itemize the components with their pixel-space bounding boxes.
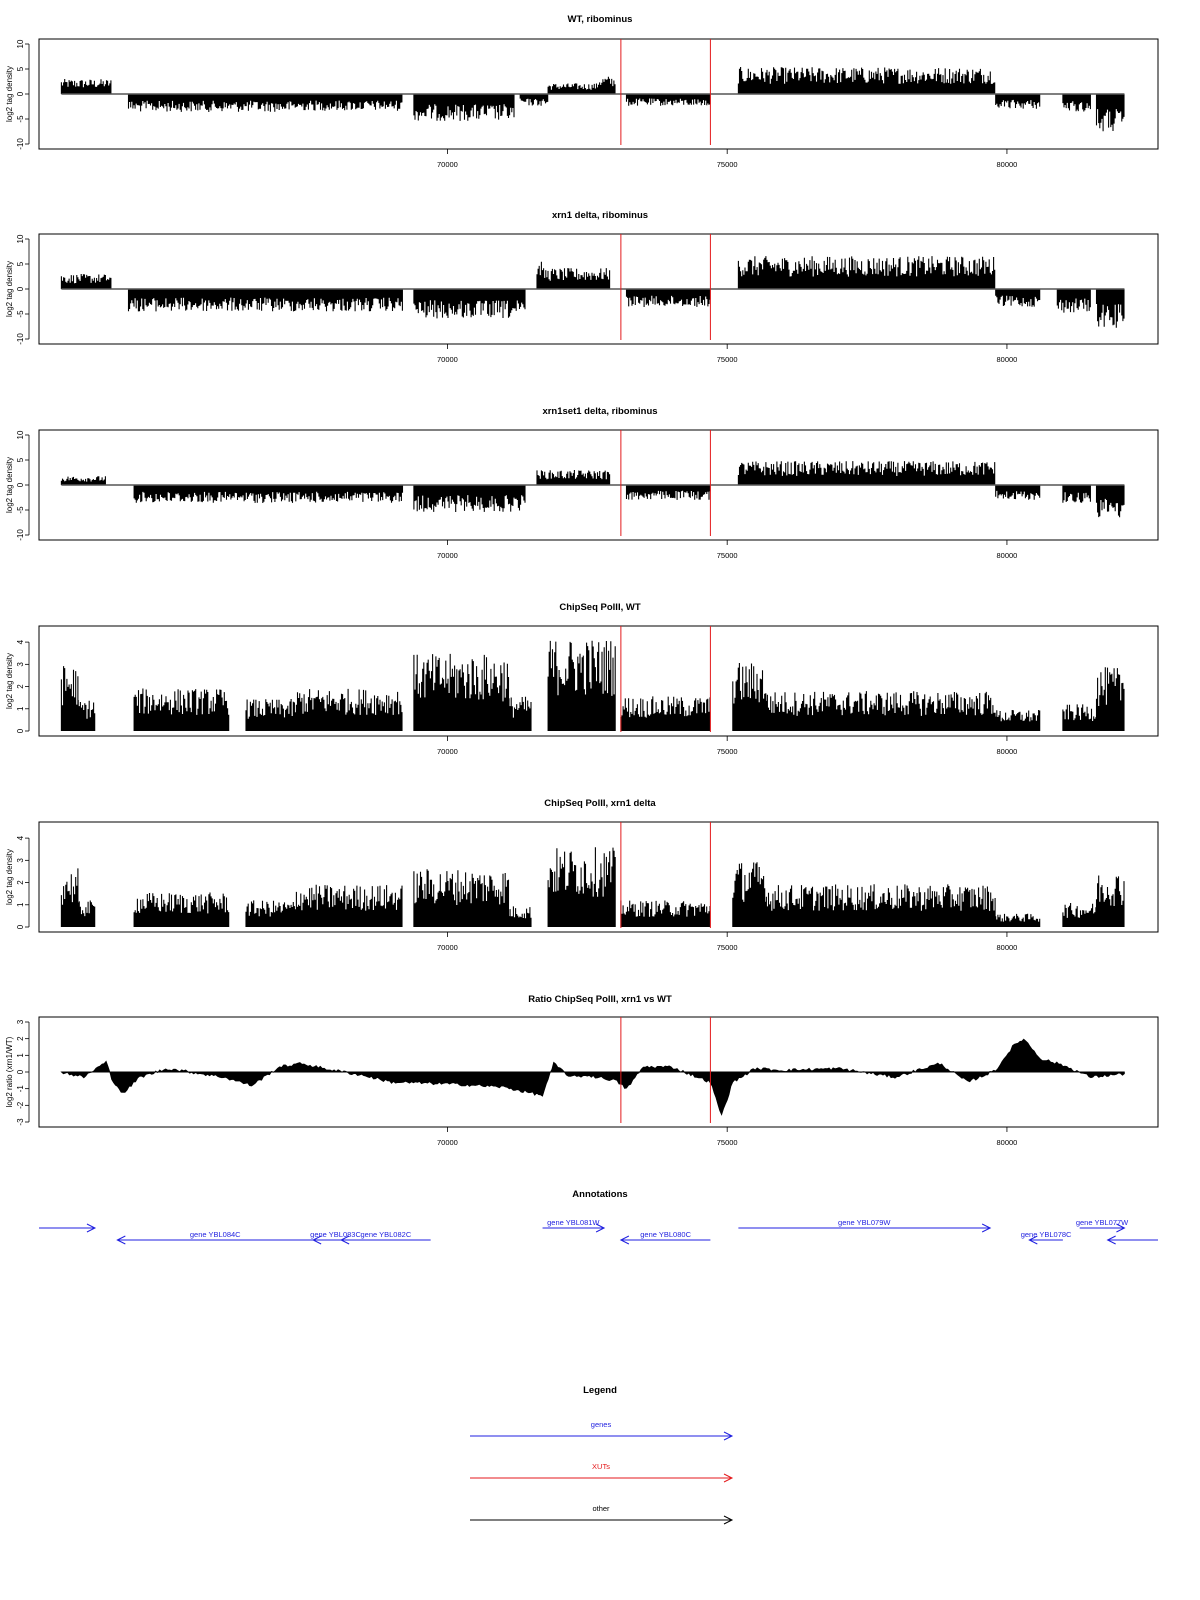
ratio-area <box>61 1039 1124 1115</box>
annotations-track <box>39 1189 1158 1244</box>
gene-arrow <box>117 1230 313 1244</box>
y-tick-label: 10 <box>16 234 26 244</box>
signal-segment <box>738 461 994 485</box>
signal-segment <box>1063 903 1096 927</box>
signal-segment <box>1057 289 1090 313</box>
signal-segment <box>134 485 402 503</box>
y-tick-label: 3 <box>16 1019 26 1025</box>
track-title: Ratio ChipSeq PolII, xrn1 vs WT <box>528 994 672 1005</box>
gene-arrow <box>310 1230 361 1244</box>
gene-arrow <box>621 1230 711 1244</box>
signal-segment <box>1097 485 1125 517</box>
signal-segment <box>996 914 1040 927</box>
signal-segment <box>996 94 1040 109</box>
signal-bars <box>414 654 509 731</box>
signal-bars <box>733 862 766 927</box>
signal-bars <box>766 691 995 731</box>
signal-segment <box>548 641 615 731</box>
signal-segment <box>414 289 525 318</box>
legend-label: genes <box>590 1420 612 1429</box>
y-axis-label: log2 tag density <box>5 456 14 514</box>
signal-bars <box>621 901 710 928</box>
signal-segment <box>78 700 95 731</box>
signal-segment <box>134 893 229 928</box>
legend-label: XUTs <box>592 1462 610 1471</box>
legend-item <box>470 1504 732 1524</box>
x-tick-label: 70000 <box>437 943 458 952</box>
signal-bars <box>414 869 509 927</box>
y-tick-label: 2 <box>16 1036 26 1041</box>
track-title: xrn1set1 delta, ribominus <box>542 406 658 417</box>
signal-bars <box>548 847 615 927</box>
signal-bars <box>246 900 296 927</box>
track-panel <box>5 14 1158 169</box>
x-tick-label: 75000 <box>716 160 738 169</box>
track-title: ChipSeq PolII, xrn1 delta <box>544 798 656 809</box>
legend-label: other <box>592 1504 610 1513</box>
x-tick-label: 70000 <box>437 1138 458 1147</box>
y-tick-label: -5 <box>16 506 26 514</box>
x-tick-label: 70000 <box>437 551 458 560</box>
signal-bars <box>1097 876 1125 928</box>
track-title: xrn1 delta, ribominus <box>551 210 649 221</box>
signal-segment <box>129 94 291 112</box>
signal-segment <box>621 696 710 731</box>
x-tick-label: 80000 <box>996 551 1018 560</box>
signal-bars <box>520 94 548 106</box>
x-tick-label: 80000 <box>996 747 1018 756</box>
signal-bars <box>738 461 994 485</box>
signal-segment <box>766 691 995 731</box>
gene-arrow <box>1108 1236 1158 1244</box>
y-tick-label: 0 <box>16 91 26 97</box>
signal-segment <box>61 666 78 731</box>
signal-segment <box>733 862 766 927</box>
legend <box>470 1385 732 1524</box>
signal-bars <box>414 289 525 318</box>
x-tick-label: 75000 <box>716 551 738 560</box>
signal-bars <box>738 67 994 94</box>
gene-label: gene YBL082C <box>360 1230 412 1239</box>
signal-bars <box>78 700 95 731</box>
signal-bars <box>246 699 296 731</box>
y-axis-label: log2 tag density <box>5 65 14 123</box>
signal-segment <box>246 900 296 927</box>
gene-arrow <box>1021 1230 1072 1244</box>
signal-bars <box>78 901 95 928</box>
y-tick-label: -3 <box>16 1118 26 1126</box>
x-tick-label: 70000 <box>437 355 458 364</box>
signal-bars <box>1097 485 1125 517</box>
signal-bars <box>548 641 615 731</box>
gene-label: gene YBL081W <box>547 1218 600 1227</box>
x-tick-label: 80000 <box>996 943 1018 952</box>
signal-bars <box>291 94 402 111</box>
signal-bars <box>134 893 229 928</box>
signal-segment <box>733 663 766 731</box>
legend-item <box>470 1420 732 1440</box>
track-panel <box>5 994 1158 1147</box>
signal-segment <box>548 847 615 927</box>
signal-segment <box>61 79 111 94</box>
signal-bars <box>996 914 1040 927</box>
signal-bars <box>996 289 1040 307</box>
signal-bars <box>1057 289 1090 313</box>
y-tick-label: -5 <box>16 310 26 318</box>
y-tick-label: 10 <box>16 430 26 440</box>
signal-segment <box>414 485 525 512</box>
signal-bars <box>296 885 402 927</box>
y-tick-label: -2 <box>16 1101 26 1109</box>
track-panel <box>5 602 1158 756</box>
gene-arrow <box>1076 1218 1129 1232</box>
y-tick-label: -10 <box>16 138 26 150</box>
signal-segment <box>627 289 711 307</box>
y-tick-label: 5 <box>16 66 26 72</box>
gene-label: gene YBL083C <box>310 1230 361 1239</box>
y-axis-label: log2 tag density <box>5 848 14 906</box>
signal-bars <box>537 262 543 289</box>
x-tick-label: 75000 <box>716 943 738 952</box>
signal-segment <box>1097 667 1125 731</box>
y-tick-label: 5 <box>16 457 26 463</box>
y-tick-label: 0 <box>16 482 26 488</box>
signal-segment <box>1097 876 1125 928</box>
track-panel <box>5 798 1158 952</box>
signal-bars <box>61 666 78 731</box>
y-tick-label: 1 <box>16 1053 26 1058</box>
signal-segment <box>996 289 1040 307</box>
signal-segment <box>1063 704 1096 731</box>
x-tick-label: 80000 <box>996 160 1018 169</box>
signal-segment <box>414 654 509 731</box>
signal-segment <box>296 885 402 927</box>
y-tick-label: 3 <box>16 858 26 863</box>
annotations-title: Annotations <box>572 1189 628 1200</box>
y-tick-label: 1 <box>16 706 26 712</box>
signal-segment <box>543 268 610 289</box>
signal-bars <box>733 663 766 731</box>
x-tick-label: 70000 <box>437 160 458 169</box>
x-tick-label: 80000 <box>996 1138 1018 1147</box>
signal-bars <box>996 94 1040 109</box>
signal-segment <box>246 699 296 731</box>
y-tick-label: 2 <box>16 880 26 885</box>
signal-segment <box>520 94 548 106</box>
gene-arrow <box>738 1218 990 1232</box>
signal-segment <box>599 77 616 94</box>
gene-label: gene YBL080C <box>640 1230 692 1239</box>
signal-bars <box>1063 704 1096 731</box>
signal-bars <box>296 689 402 731</box>
legend-item <box>470 1462 732 1482</box>
signal-segment <box>766 884 995 927</box>
y-tick-label: 2 <box>16 684 26 689</box>
signal-bars <box>1063 485 1091 503</box>
signal-bars <box>134 485 402 503</box>
y-tick-label: 1 <box>16 902 26 908</box>
signal-bars <box>414 485 525 512</box>
signal-bars <box>414 94 514 121</box>
signal-segment <box>1097 94 1125 131</box>
signal-segment <box>1063 94 1091 112</box>
signal-segment <box>1097 289 1125 328</box>
y-tick-label: 4 <box>16 639 26 645</box>
signal-bars <box>1097 667 1125 731</box>
x-tick-label: 75000 <box>716 355 738 364</box>
signal-bars <box>627 94 711 106</box>
signal-bars <box>61 476 105 485</box>
y-tick-label: 0 <box>16 1069 26 1075</box>
y-tick-label: -10 <box>16 333 26 345</box>
signal-bars <box>738 256 994 289</box>
y-tick-label: 3 <box>16 662 26 667</box>
signal-segment <box>1063 485 1091 503</box>
legend-title: Legend <box>583 1385 617 1396</box>
signal-bars <box>599 77 616 94</box>
signal-segment <box>414 94 514 121</box>
signal-segment <box>996 485 1040 500</box>
signal-bars <box>61 79 111 94</box>
y-tick-label: 4 <box>16 835 26 841</box>
y-tick-label: -5 <box>16 115 26 123</box>
gene-label: gene YBL084C <box>189 1230 241 1239</box>
track-title: ChipSeq PolII, WT <box>559 602 641 613</box>
y-tick-label: 0 <box>16 286 26 292</box>
signal-segment <box>129 289 403 311</box>
signal-segment <box>627 94 711 106</box>
signal-bars <box>996 485 1040 500</box>
signal-segment <box>296 689 402 731</box>
y-axis-label: log2 tag density <box>5 260 14 318</box>
signal-segment <box>627 485 711 500</box>
y-tick-label: -1 <box>16 1085 26 1093</box>
signal-bars <box>548 83 598 94</box>
signal-segment <box>61 274 111 289</box>
signal-bars <box>537 470 610 485</box>
gene-arrow <box>39 1224 95 1232</box>
signal-bars <box>509 697 531 731</box>
signal-segment <box>291 94 402 111</box>
signal-segment <box>78 901 95 928</box>
signal-segment <box>61 868 78 927</box>
signal-segment <box>621 901 710 928</box>
signal-bars <box>621 696 710 731</box>
signal-segment <box>537 470 610 485</box>
gene-label: gene YBL078C <box>1020 1230 1072 1239</box>
signal-segment <box>509 906 531 927</box>
y-tick-label: 5 <box>16 261 26 267</box>
y-tick-label: 0 <box>16 924 26 930</box>
y-axis-label: log2 ratio (xrn1/WT) <box>5 1036 14 1108</box>
signal-segment <box>134 689 229 732</box>
x-tick-label: 70000 <box>437 747 458 756</box>
signal-bars <box>509 906 531 927</box>
signal-segment <box>548 83 598 94</box>
x-tick-label: 75000 <box>716 1138 738 1147</box>
signal-segment <box>996 710 1040 731</box>
gene-arrow <box>543 1218 605 1232</box>
signal-bars <box>1097 289 1125 328</box>
signal-bars <box>996 710 1040 731</box>
signal-bars <box>134 689 229 732</box>
y-tick-label: 0 <box>16 728 26 734</box>
signal-bars <box>627 289 711 307</box>
signal-bars <box>1063 94 1091 112</box>
y-tick-label: 10 <box>16 39 26 49</box>
signal-bars <box>543 268 610 289</box>
gene-label: gene YBL079W <box>838 1218 891 1227</box>
signal-segment <box>61 476 105 485</box>
signal-bars <box>129 94 291 112</box>
signal-segment <box>738 256 994 289</box>
signal-segment <box>414 869 509 927</box>
track-title: WT, ribominus <box>567 14 633 25</box>
signal-segment <box>738 67 994 94</box>
signal-bars <box>627 485 711 500</box>
signal-bars <box>766 884 995 927</box>
track-panel <box>5 406 1158 560</box>
signal-bars <box>61 868 78 927</box>
y-axis-label: log2 tag density <box>5 652 14 710</box>
x-tick-label: 75000 <box>716 747 738 756</box>
signal-bars <box>1097 94 1125 131</box>
signal-segment <box>509 697 531 731</box>
x-tick-label: 80000 <box>996 355 1018 364</box>
gene-label: gene YBL077W <box>1075 1218 1129 1227</box>
track-panel <box>5 210 1158 364</box>
signal-segment <box>537 262 543 289</box>
y-tick-label: -10 <box>16 529 26 541</box>
signal-bars <box>61 274 111 289</box>
signal-bars <box>129 289 403 311</box>
signal-bars <box>1063 903 1096 927</box>
